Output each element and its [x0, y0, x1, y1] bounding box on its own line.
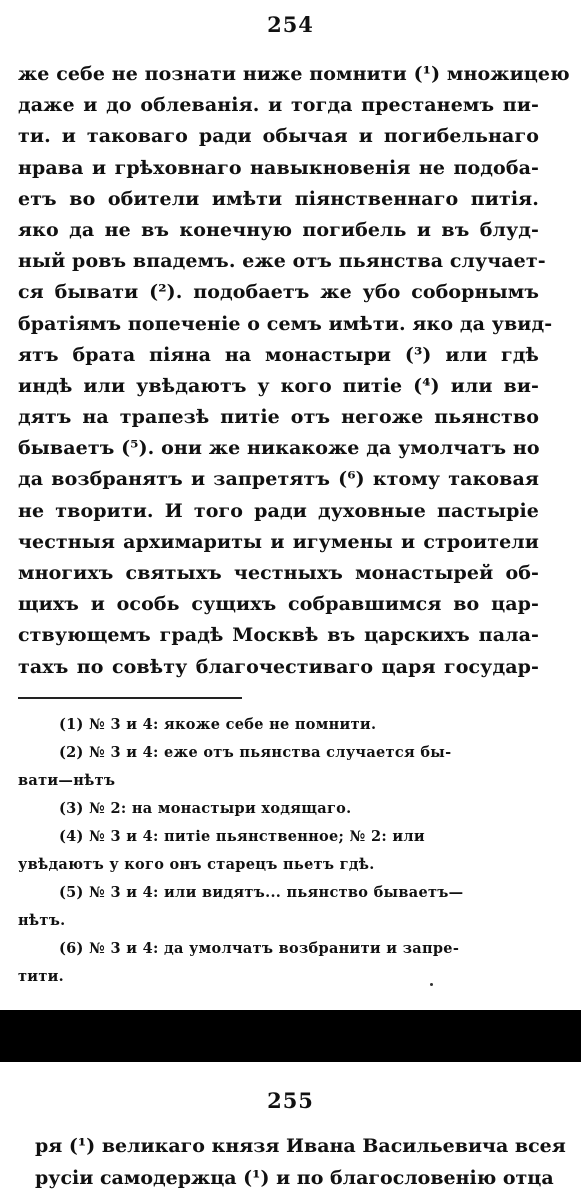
- footnote-line: нѣтъ.: [18, 912, 66, 929]
- text-line: щихъ и особь сущихъ собравшимся во цар-: [18, 593, 539, 616]
- page-number: 255: [267, 1088, 314, 1113]
- text-line: же себе не познати ниже помнити (¹) множицею: [18, 63, 570, 85]
- footnote-line: (3) № 2: на монастыри ходящаго.: [59, 800, 352, 817]
- text-line: ти. и таковаго ради обычая и погибельнаго: [18, 125, 539, 148]
- text-line: да возбранятъ и запретятъ (⁶) ктому таковая: [18, 468, 539, 491]
- footnote-divider: [18, 697, 242, 699]
- text-line: бываетъ (⁵). они же никакоже да умолчатъ но: [18, 437, 540, 460]
- text-line: даже и до облеванія. и тогда престанемъ пи-: [18, 94, 539, 117]
- text-line: етъ во обители имѣти піянственнаго питія.: [18, 187, 539, 210]
- footnote-line: (1) № 3 и 4: якоже себе не помнити.: [59, 716, 377, 733]
- text-line: не творити. И того ради духовные пастыріе: [18, 499, 539, 522]
- page-separator-band: [0, 1010, 581, 1062]
- footnote-line: вати—нѣтъ: [18, 772, 116, 789]
- footnote-line: тити.: [18, 968, 65, 985]
- text-line: ный ровъ впадемъ. еже отъ пьянства случает-: [18, 250, 546, 273]
- footnote-line: (5) № 3 и 4: или видятъ... пьянство бываетъ—: [59, 884, 464, 901]
- footnote-line: (6) № 3 и 4: да умолчатъ возбранити и запре-: [59, 940, 460, 957]
- text-line: ря (¹) великаго князя Ивана Васильевича всея: [35, 1135, 566, 1157]
- text-line: русіи самодержца (¹) и по благословенію отца: [35, 1166, 554, 1189]
- page-number: 254: [267, 12, 314, 37]
- footnotes: [18, 711, 530, 991]
- page-255: [0, 1062, 581, 1200]
- ink-speck: [430, 983, 433, 986]
- text-line: ствующемъ градѣ Москвѣ въ царскихъ пала-: [18, 624, 539, 647]
- text-line: братіямъ попеченіе о семъ имѣти. яко да увид-: [18, 312, 553, 335]
- text-line: многихъ святыхъ честныхъ монастырей об-: [18, 562, 539, 584]
- text-line: дятъ на трапезѣ питіе отъ негоже пьянство: [18, 406, 539, 429]
- text-line: тахъ по совѣту благочестиваго царя государ-: [18, 655, 539, 678]
- body-text: [18, 59, 570, 683]
- footnote-line: (2) № 3 и 4: еже отъ пьянства случается бы-: [59, 744, 452, 761]
- text-line: индѣ или увѣдаютъ у кого питіе (⁴) или ви-: [18, 374, 539, 397]
- footnote-line: (4) № 3 и 4: питіе пьянственное; № 2: или: [59, 828, 425, 845]
- text-line: нрава и грѣховнаго навыкновенія не подоба-: [18, 156, 539, 179]
- footnote-line: увѣдаютъ у кого онъ старецъ пьетъ гдѣ.: [18, 856, 375, 873]
- text-line: ятъ брата піяна на монастыри (³) или гдѣ: [18, 343, 539, 366]
- body-text: [35, 1131, 566, 1194]
- text-line: яко да не въ конечную погибель и въ блуд-: [18, 218, 539, 241]
- text-line: честныя архимариты и игумены и строители: [18, 530, 539, 553]
- text-line: ся бывати (²). подобаетъ же убо соборнымъ: [18, 281, 539, 304]
